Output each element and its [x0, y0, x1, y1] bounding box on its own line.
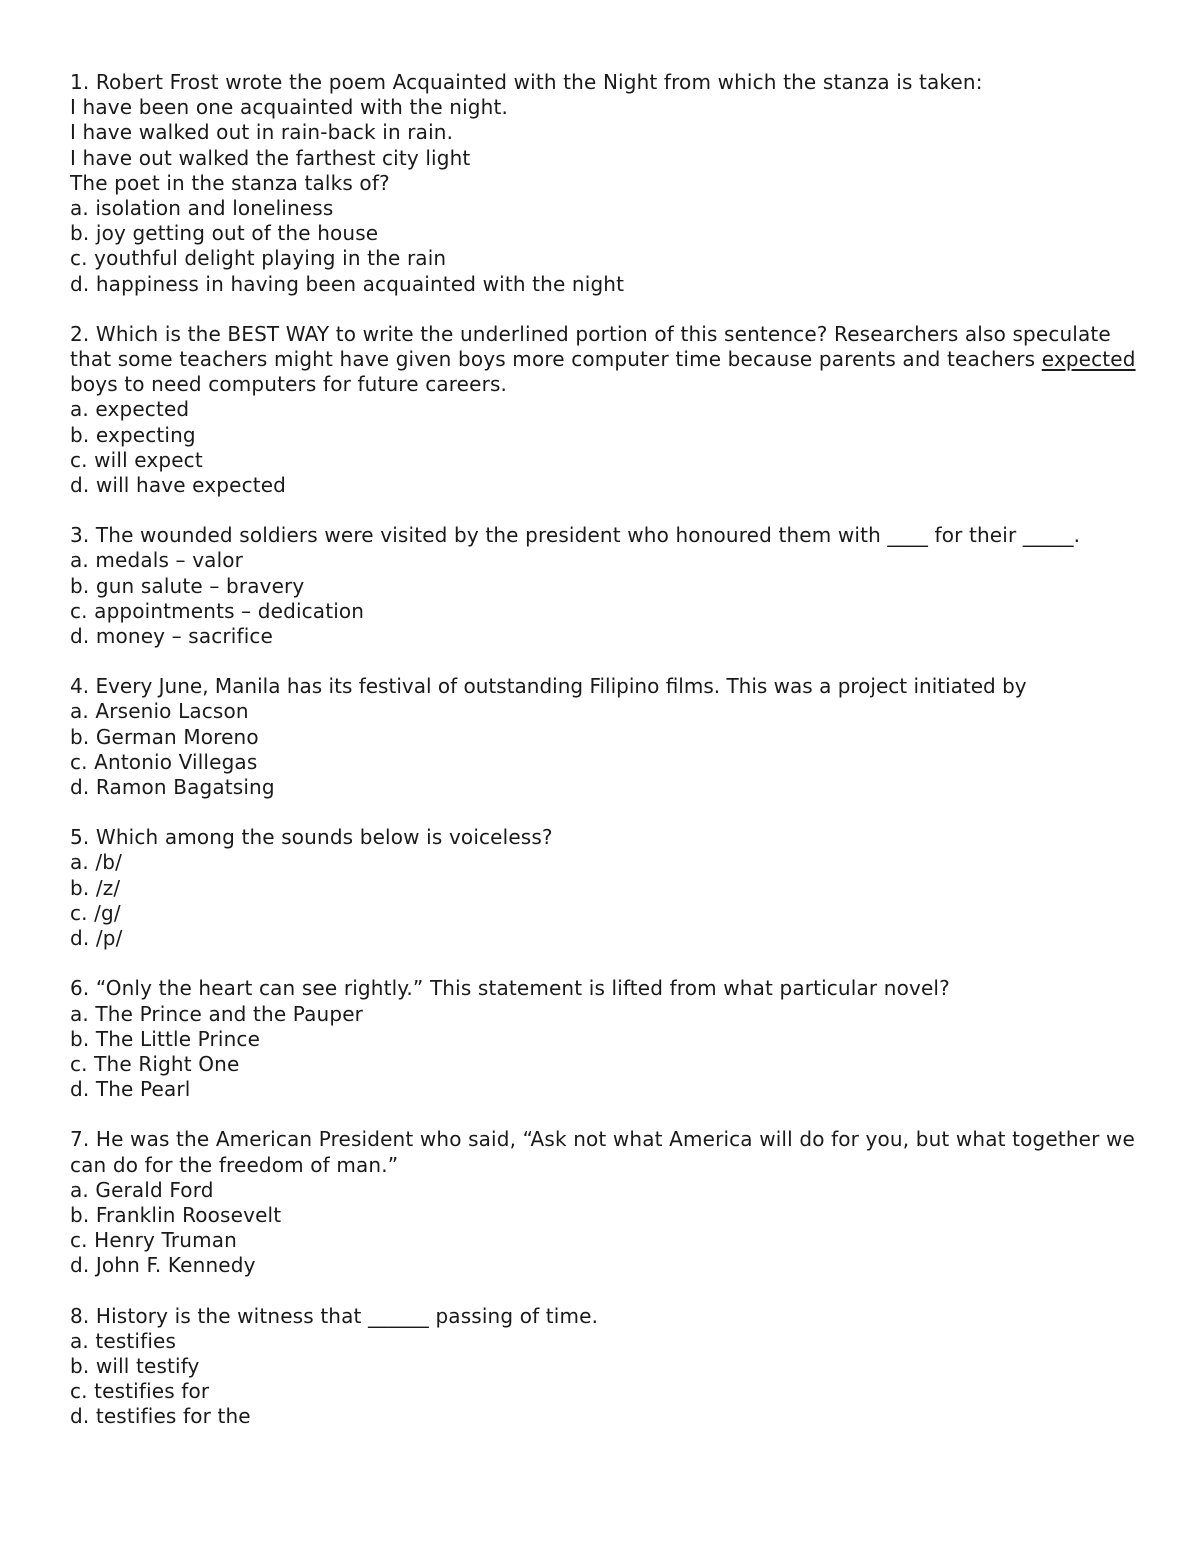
- question-number: 3.: [70, 523, 90, 548]
- question-2: [70, 322, 1140, 498]
- option-a: a. The Prince and the Pauper: [70, 1001, 364, 1026]
- option-a: a. Arsenio Lacson: [70, 699, 249, 724]
- option-c: c. will expect: [70, 447, 203, 472]
- question-3: [70, 523, 1140, 649]
- option-a: a. testifies: [70, 1328, 177, 1353]
- poem-line: I have been one acquainted with the night.: [70, 95, 508, 120]
- question-text: The wounded soldiers were visited by the president who honoured them with ____ for their _____.: [95, 523, 1081, 548]
- question-stem: [70, 70, 1140, 95]
- question-number: 4.: [70, 674, 90, 699]
- question-text: Robert Frost wrote the poem Acquainted with the Night from which the stanza is taken:: [95, 70, 983, 94]
- option-a: a. medals – valor: [70, 548, 244, 573]
- question-stem: [70, 976, 1140, 1001]
- question-1: [70, 70, 1140, 297]
- question-stem: [70, 1127, 1140, 1177]
- option-c: c. appointments – dedication: [70, 598, 365, 623]
- question-stem: [70, 1304, 1140, 1329]
- option-a: a. Gerald Ford: [70, 1177, 214, 1202]
- option-d: d. happiness in having been acquainted with the night: [70, 271, 625, 296]
- question-stem: [70, 674, 1140, 699]
- question-number: 7.: [70, 1127, 90, 1152]
- poem-line: I have walked out in rain-back in rain.: [70, 120, 454, 145]
- question-8: [70, 1304, 1140, 1430]
- option-d: d. money – sacrifice: [70, 624, 274, 649]
- question-stem: [70, 322, 1140, 398]
- question-number: 6.: [70, 976, 90, 1001]
- question-text-end: boys to need computers for future careers.: [70, 372, 508, 397]
- option-b: b. expecting: [70, 422, 196, 447]
- option-d: d. /p/: [70, 926, 123, 951]
- question-text: History is the witness that ______ passing of time.: [95, 1303, 599, 1328]
- option-a: a. expected: [70, 397, 190, 422]
- poem-line: I have out walked the farthest city light: [70, 145, 471, 170]
- question-5: [70, 825, 1140, 951]
- option-c: c. youthful delight playing in the rain: [70, 246, 447, 271]
- question-6: [70, 976, 1140, 1102]
- question-text: “Only the heart can see rightly.” This statement is lifted from what particular novel?: [95, 976, 950, 1001]
- underlined-portion: expected: [1041, 347, 1136, 372]
- question-text: Every June, Manila has its festival of outstanding Filipino films. This was a project initiated by: [95, 674, 1027, 699]
- question-text: Which among the sounds below is voiceless?: [95, 825, 553, 850]
- question-text: He was the American President who said, “Ask not what America will do for you, but what together we can do for the freedom of man.”: [70, 1127, 1135, 1177]
- option-b: b. German Moreno: [70, 724, 259, 749]
- option-c: c. /g/: [70, 900, 121, 925]
- question-7: [70, 1127, 1140, 1278]
- option-b: b. joy getting out of the house: [70, 221, 379, 246]
- question-number: 2.: [70, 321, 90, 346]
- question-prompt: The poet in the stanza talks of?: [70, 170, 390, 195]
- option-c: c. Henry Truman: [70, 1228, 237, 1253]
- option-d: d. will have expected: [70, 473, 287, 498]
- question-stem: [70, 523, 1140, 548]
- option-d: d. The Pearl: [70, 1077, 191, 1102]
- question-4: [70, 674, 1140, 800]
- option-a: a. /b/: [70, 850, 123, 875]
- question-stem: [70, 825, 1140, 850]
- option-c: c. The Right One: [70, 1051, 240, 1076]
- option-a: a. isolation and loneliness: [70, 196, 334, 221]
- option-c: c. testifies for: [70, 1379, 210, 1404]
- option-d: d. Ramon Bagatsing: [70, 775, 275, 800]
- option-c: c. Antonio Villegas: [70, 749, 258, 774]
- option-b: b. gun salute – bravery: [70, 573, 305, 598]
- question-number: 1.: [70, 70, 90, 94]
- question-number: 5.: [70, 825, 90, 850]
- option-b: b. /z/: [70, 875, 121, 900]
- option-d: d. testifies for the: [70, 1404, 251, 1429]
- option-b: b. The Little Prince: [70, 1026, 261, 1051]
- option-b: b. Franklin Roosevelt: [70, 1202, 282, 1227]
- question-number: 8.: [70, 1303, 90, 1328]
- quiz-document: [70, 70, 1140, 1455]
- option-d: d. John F. Kennedy: [70, 1253, 256, 1278]
- option-b: b. will testify: [70, 1353, 200, 1378]
- question-text: Which is the BEST WAY to write the underlined portion of this sentence? Researchers also speculate that some teachers might have given boys more computer time because parents and teachers: [70, 321, 1111, 372]
